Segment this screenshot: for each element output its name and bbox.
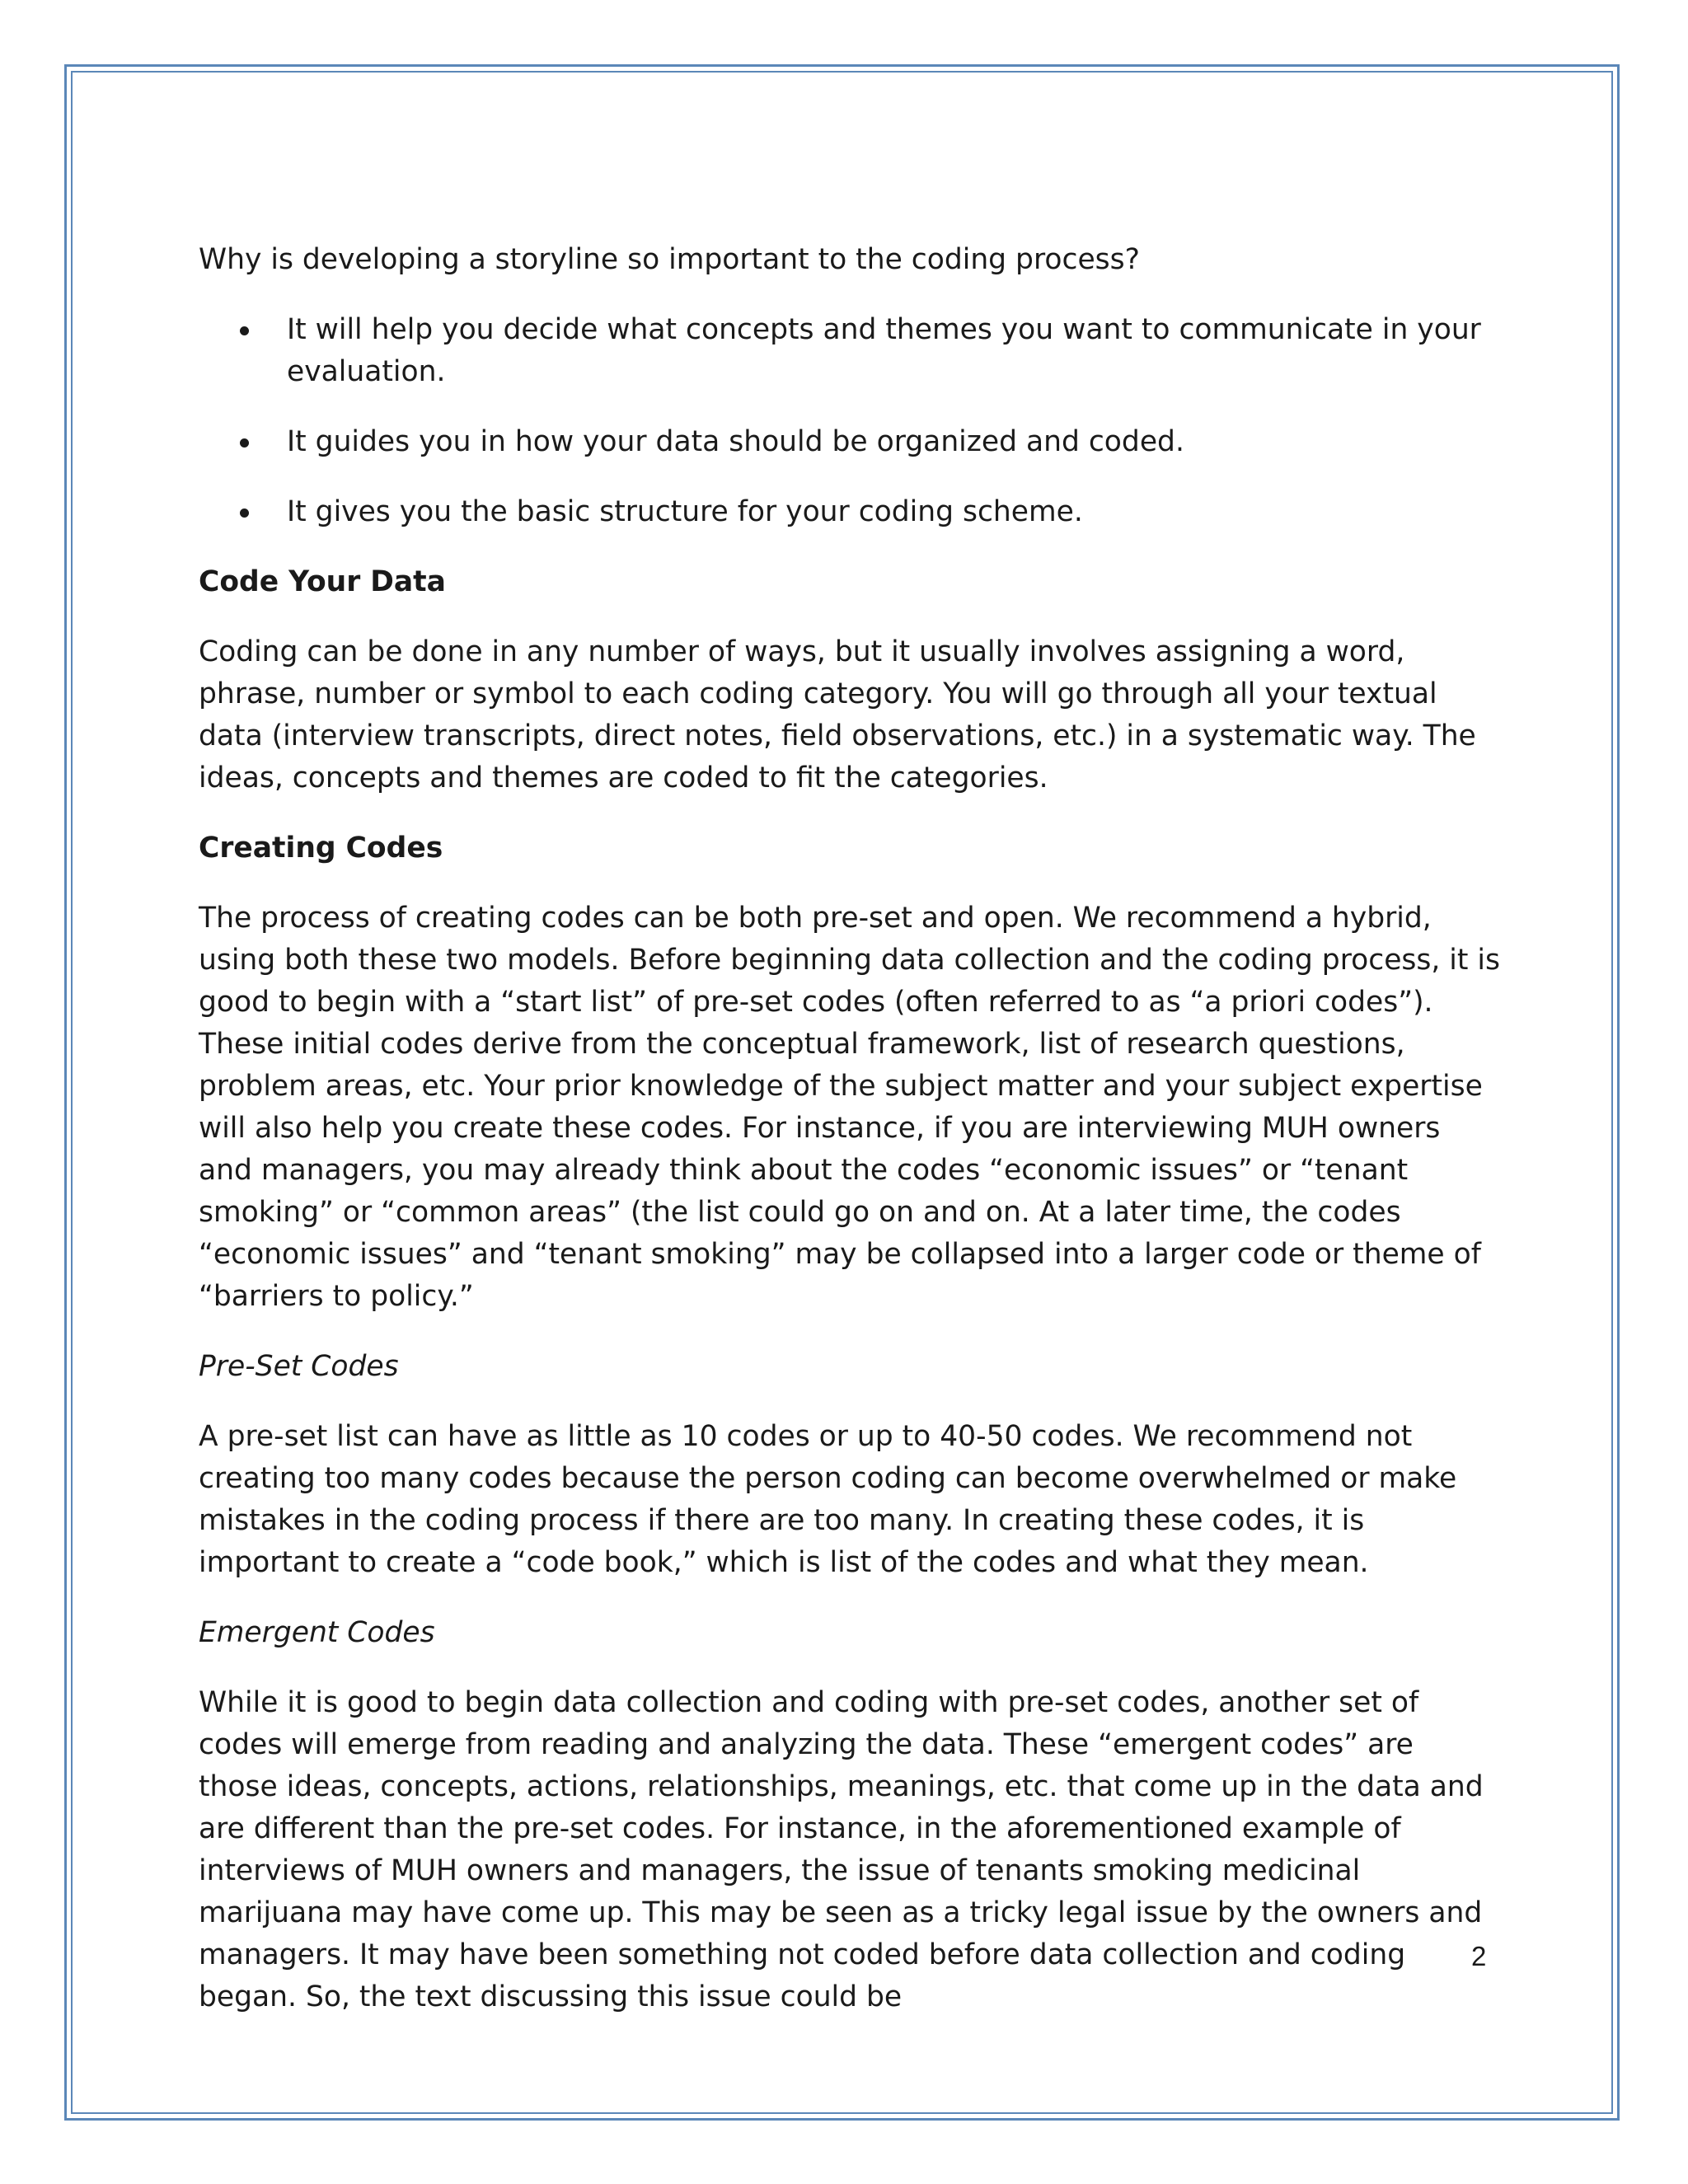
intro-question: Why is developing a storyline so important to the coding process? bbox=[199, 243, 1140, 276]
bullet-item bbox=[199, 421, 1501, 463]
subsection-body-emergent-codes: While it is good to begin data collection and coding with pre-set codes, another set of codes will emerge from reading and analyzing the data. These “emergent codes” are those ideas, concepts, actions, relationships, meanings, etc. that come up in the data and are different than the pre-set codes. For instance, in the aforementioned example of interviews of MUH owners and managers, the issue of tenants smoking medicinal marijuana may have come up. This may be seen as a tricky legal issue by the owners and managers. It may have been something not coded before data collection and coding began. So, the text discussing this issue could be bbox=[199, 1686, 1484, 2013]
bullet-list bbox=[199, 309, 1501, 533]
document-body bbox=[199, 239, 1501, 2046]
subsection-body-pre-set-codes: A pre-set list can have as little as 10 codes or up to 40-50 codes. We recommend not creating too many codes because the person coding can become overwhelmed or make mistakes in the coding process if there are too many. In creating these codes, it is important to create a “code book,” which is list of the codes and what they mean. bbox=[199, 1420, 1457, 1579]
page-number: 2 bbox=[1471, 1941, 1487, 1971]
subsection-heading-pre-set-codes: Pre-Set Codes bbox=[199, 1350, 399, 1383]
subsection-heading-emergent-codes: Emergent Codes bbox=[199, 1616, 435, 1649]
bullet-icon bbox=[240, 326, 249, 335]
bullet-item bbox=[199, 491, 1501, 533]
bullet-item bbox=[199, 309, 1501, 393]
bullet-text: It will help you decide what concepts and themes you want to communicate in your evaluation. bbox=[287, 313, 1481, 388]
section-body-creating-codes: The process of creating codes can be both pre-set and open. We recommend a hybrid, using both these two models. Before beginning data collection and the coding process, it is good to begin with a “start list” of pre-set codes (often referred to as “a priori codes”). These initial codes derive from the conceptual framework, list of research questions, problem areas, etc. Your prior knowledge of the subject matter and your subject expertise will also help you create these codes. For instance, if you are interviewing MUH owners and managers, you may already think about the codes “economic issues” or “tenant smoking” or “common areas” (the list could go on and on. At a later time, the codes “economic issues” and “tenant smoking” may be collapsed into a larger code or theme of “barriers to policy.” bbox=[199, 902, 1500, 1313]
section-heading-creating-codes: Creating Codes bbox=[199, 832, 443, 865]
bullet-icon bbox=[240, 438, 249, 448]
section-body-code-your-data: Coding can be done in any number of ways, but it usually involves assigning a word, phrase, number or symbol to each coding category. You will go through all your textual data (interview transcripts, direct notes, field observations, etc.) in a systematic way. The ideas, concepts and themes are coded to fit the categories. bbox=[199, 635, 1476, 794]
bullet-text: It guides you in how your data should be organized and coded. bbox=[287, 425, 1184, 458]
section-heading-code-your-data: Code Your Data bbox=[199, 565, 446, 598]
bullet-icon bbox=[240, 509, 249, 518]
bullet-text: It gives you the basic structure for your coding scheme. bbox=[287, 495, 1083, 528]
